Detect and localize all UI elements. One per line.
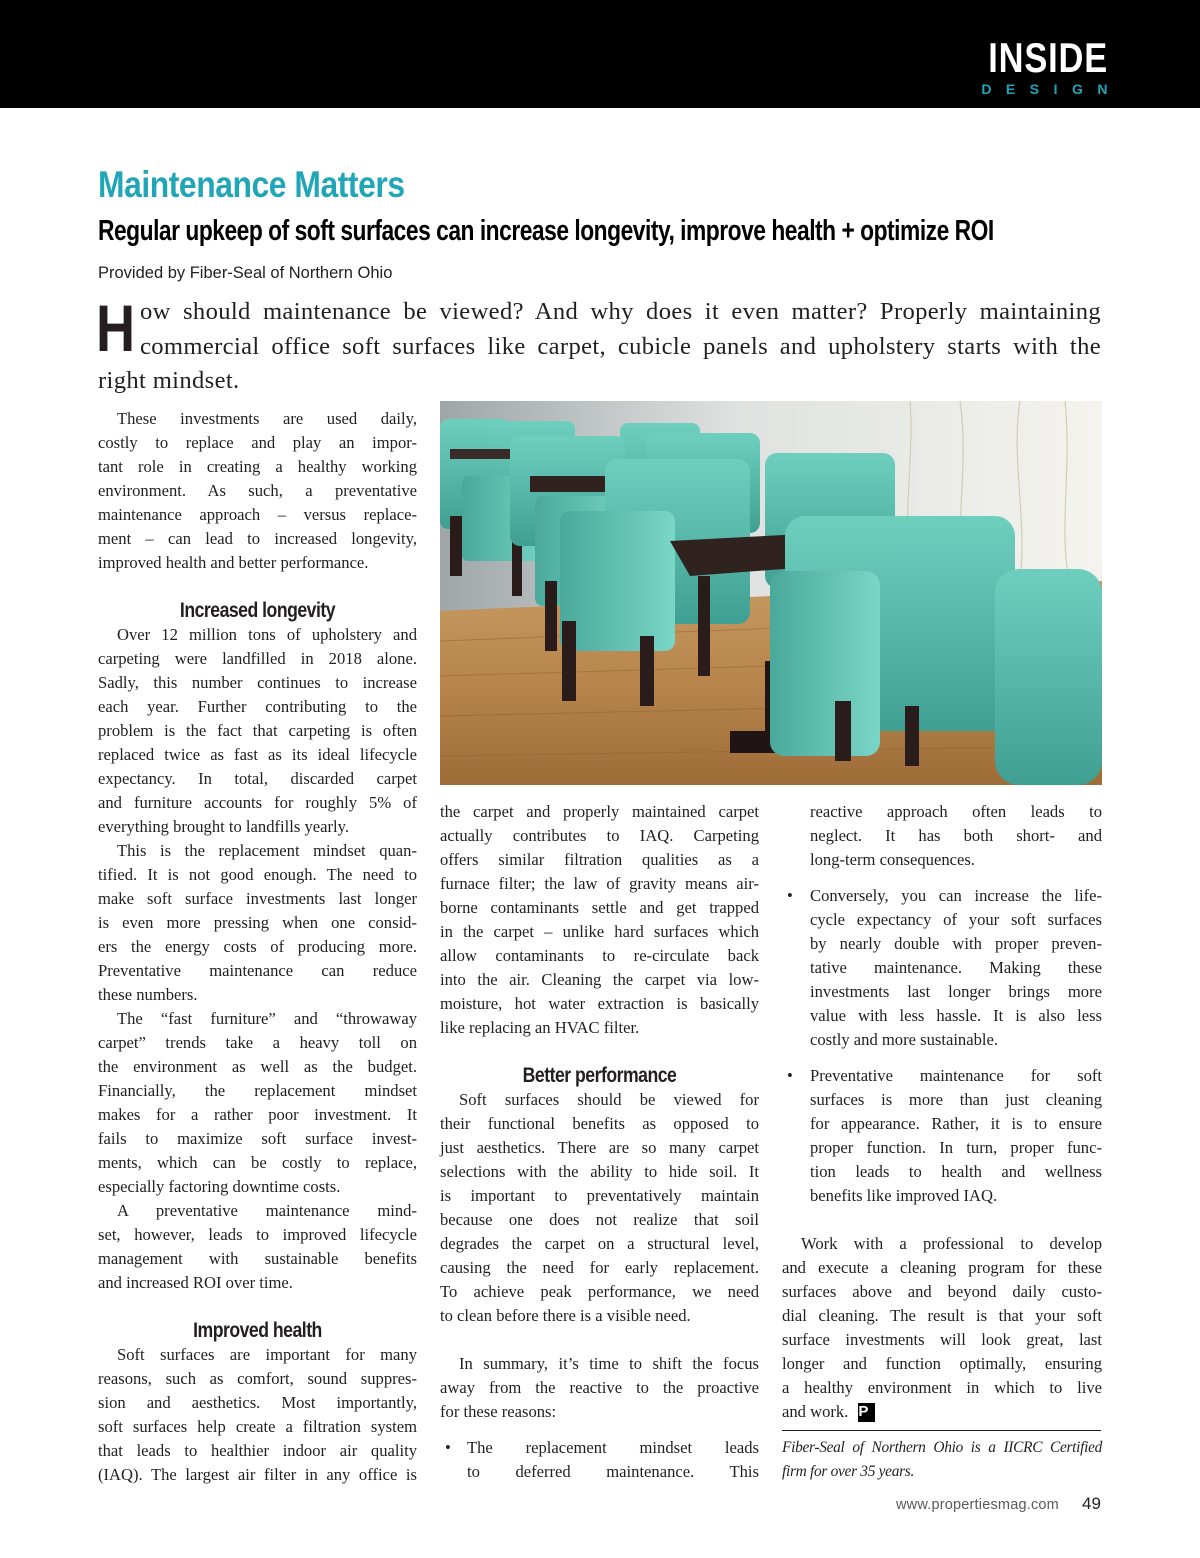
text-line-content: reasons, such as comfort, sound suppres- [98, 1369, 417, 1388]
text-line-content: into the air. Cleaning the carpet via low- [440, 970, 759, 989]
text-line [98, 671, 417, 695]
text-line-content: tion leads to health and wellness [810, 1162, 1102, 1181]
text-line [782, 1328, 1102, 1352]
text-line-content: like replacing an HVAC filter. [440, 1018, 640, 1037]
text-line-content: dial cleaning. The result is that your soft [782, 1306, 1102, 1325]
text-line-content: tant role in creating a healthy working [98, 457, 417, 476]
text-line [782, 1160, 1102, 1184]
text-line-content: costly and more sustainable. [810, 1030, 999, 1049]
text-line-content: allow contaminants to re-circulate back [440, 946, 759, 965]
text-line [440, 1280, 759, 1304]
text-line-content: Work with a professional to develop [801, 1234, 1102, 1253]
text-line [440, 1136, 759, 1160]
text-line-content: tative maintenance. Making these [810, 958, 1102, 977]
text-line [98, 479, 417, 503]
text-line-content: benefits like improved IAQ. [810, 1186, 998, 1205]
text-line [440, 968, 759, 992]
text-line-content: because one does not realize that soil [440, 1210, 759, 1229]
lead-line: right mindset. [98, 367, 240, 394]
note-line: firm for over 35 years. [782, 1463, 915, 1480]
text-line [98, 1415, 417, 1439]
paragraph [98, 1343, 417, 1487]
paragraph [440, 1088, 759, 1328]
text-line-content: and execute a cleaning program for these [782, 1258, 1102, 1277]
text-line [98, 743, 417, 767]
paragraph-closing [782, 1232, 1102, 1424]
text-line-content: and furniture accounts for roughly 5% of [98, 793, 417, 812]
text-line-content: proper function. In turn, proper func- [810, 1138, 1102, 1157]
article-subtitle: Regular upkeep of soft surfaces can increase longevity, improve health + optimize ROI [98, 215, 994, 247]
text-line [98, 1391, 417, 1415]
text-line [98, 1223, 417, 1247]
text-line [782, 1232, 1102, 1256]
lounge-chairs-photo [440, 401, 1102, 785]
text-line-content: surfaces is more than just cleaning [810, 1090, 1102, 1109]
subheading-increased-longevity: Increased longevity [179, 599, 336, 622]
page-number: 49 [1082, 1494, 1101, 1513]
text-line [440, 1304, 759, 1328]
text-line [98, 1199, 417, 1223]
text-line-content: costly to replace and play an impor- [98, 433, 417, 452]
text-line-content: these numbers. [98, 985, 198, 1004]
text-line [440, 848, 759, 872]
footer-url: www.propertiesmag.com [896, 1497, 1059, 1513]
text-line-content: furnace filter; the law of gravity means air- [440, 874, 759, 893]
bullet-mark: • [445, 1438, 451, 1457]
column-1 [98, 407, 417, 1487]
text-line [440, 1184, 759, 1208]
text-line [98, 1343, 417, 1367]
text-line-content: fails to maximize soft surface invest- [98, 1129, 417, 1148]
text-line-content: problem is the fact that carpeting is often [98, 721, 417, 740]
text-line-content: carpet” trends take a heavy toll on [98, 1033, 417, 1052]
lead-paragraph [96, 291, 1101, 399]
text-line-content: causing the need for early replacement. [440, 1258, 759, 1277]
text-line-content: surfaces above and beyond daily custo- [782, 1282, 1102, 1301]
text-line-content: To achieve peak performance, we need [440, 1282, 759, 1301]
text-line [98, 719, 417, 743]
text-line-content: moisture, hot water extraction is basically [440, 994, 759, 1013]
text-line-content: to deferred maintenance. This [467, 1462, 759, 1481]
text-line-content: everything brought to landfills yearly. [98, 817, 349, 836]
text-line [98, 1247, 417, 1271]
text-line [440, 944, 759, 968]
text-line-content: carpeting were landfilled in 2018 alone. [98, 649, 417, 668]
text-line-content: These investments are used daily, [117, 409, 417, 428]
text-line-content: longer and function optimally, ensuring [782, 1354, 1102, 1373]
paragraph [98, 407, 417, 575]
text-line [782, 884, 1102, 908]
text-line [98, 1055, 417, 1079]
section-subtitle: DESIGN [981, 81, 1122, 97]
text-line-content: makes for a rather poor investment. It [98, 1105, 417, 1124]
text-line [98, 407, 417, 431]
paragraph [98, 1199, 417, 1295]
text-line [98, 1367, 417, 1391]
text-line [782, 908, 1102, 932]
text-line [440, 1232, 759, 1256]
text-line [98, 1103, 417, 1127]
text-line [98, 911, 417, 935]
bullet-item [782, 1064, 1102, 1208]
text-line-content: tified. It is not good enough. The need to [98, 865, 417, 884]
text-line-content: a healthy environment in which to live [782, 1378, 1102, 1397]
text-line [98, 1439, 417, 1463]
text-line [440, 1352, 759, 1376]
text-line-content: and increased ROI over time. [98, 1273, 293, 1292]
text-line-content: improved health and better performance. [98, 553, 369, 572]
text-line-content: neglect. It has both short- and [810, 826, 1102, 845]
text-line [782, 1064, 1102, 1088]
text-line-content: for appearance. Rather, it is to ensure [810, 1114, 1102, 1133]
bullet-item [440, 1436, 759, 1484]
text-line-content: selections with the ability to hide soil. It [440, 1162, 759, 1181]
text-line [440, 1160, 759, 1184]
bullet-text [782, 1064, 1102, 1208]
text-line-content: away from the reactive to the proactive [440, 1378, 759, 1397]
text-line-content: soft surfaces help create a filtration system [98, 1417, 417, 1436]
text-line [98, 1463, 417, 1487]
column-2 [440, 800, 759, 1484]
article-byline: Provided by Fiber-Seal of Northern Ohio [98, 264, 393, 282]
text-line-content: cycle expectancy of your soft surfaces [810, 910, 1102, 929]
bullet-text [782, 800, 1102, 872]
text-line [782, 1376, 1102, 1400]
text-line [782, 1004, 1102, 1028]
text-line [98, 551, 417, 575]
subheading-improved-health: Improved health [193, 1319, 322, 1342]
text-line [440, 824, 759, 848]
text-line [782, 1136, 1102, 1160]
text-line-content: Soft surfaces are important for many [117, 1345, 417, 1364]
header-bar [0, 0, 1200, 108]
text-line-content: to clean before there is a visible need. [440, 1306, 691, 1325]
text-line-content: surface investments will look great, last [782, 1330, 1102, 1349]
text-line-content: management with sustainable benefits [98, 1249, 417, 1268]
text-line [782, 848, 1102, 872]
text-line [98, 1151, 417, 1175]
text-line-content: expectancy. In total, discarded carpet [98, 769, 417, 788]
column-3 [782, 800, 1102, 1424]
text-line [440, 1460, 759, 1484]
text-line-content: long-term consequences. [810, 850, 975, 869]
text-line [98, 527, 417, 551]
text-line [440, 1400, 759, 1424]
bullet-item-continued [782, 800, 1102, 872]
text-line-content: ments, which can be costly to replace, [98, 1153, 417, 1172]
text-line [98, 1007, 417, 1031]
text-line-content: make soft surface investments last longer [98, 889, 417, 908]
text-line [782, 1088, 1102, 1112]
text-line [98, 647, 417, 671]
text-line-content: maintenance approach – versus replace- [98, 505, 417, 524]
text-line [98, 791, 417, 815]
text-line [98, 983, 417, 1007]
text-line [440, 1376, 759, 1400]
text-line [782, 980, 1102, 1004]
text-line-content: environment. As such, a preventative [98, 481, 417, 500]
text-line-content: the carpet and properly maintained carpet [440, 802, 759, 821]
text-line-content: degrades the carpet on a structural level, [440, 1234, 759, 1253]
text-line [98, 503, 417, 527]
paragraph [440, 800, 759, 1040]
text-line [782, 1256, 1102, 1280]
text-line-content: and work. [782, 1402, 849, 1421]
text-line-content: in the carpet – unlike hard surfaces which [440, 922, 759, 941]
text-line [782, 800, 1102, 824]
text-line-content: that leads to healthier indoor air quality [98, 1441, 417, 1460]
text-line-content: their functional benefits as opposed to [440, 1114, 759, 1133]
text-line [440, 1208, 759, 1232]
paragraph [98, 839, 417, 1007]
text-line [782, 824, 1102, 848]
text-line-content: ment – can lead to increased longevity, [98, 529, 417, 548]
text-line-content: the environment as well as the budget. [98, 1057, 417, 1076]
text-line-content: just aesthetics. There are so many carpet [440, 1138, 759, 1157]
bullet-mark: • [787, 1066, 793, 1085]
text-line [98, 623, 417, 647]
text-line-content: The replacement mindset leads [467, 1438, 759, 1457]
text-line [98, 935, 417, 959]
text-line-content: each year. Further contributing to the [98, 697, 417, 716]
end-mark-icon: P [858, 1403, 875, 1422]
text-line [440, 992, 759, 1016]
text-line [782, 1280, 1102, 1304]
text-line [98, 695, 417, 719]
text-line-content: This is the replacement mindset quan- [117, 841, 417, 860]
text-line-content: In summary, it’s time to shift the focus [459, 1354, 759, 1373]
bullet-text [440, 1436, 759, 1484]
text-line-content: Soft surfaces should be viewed for [459, 1090, 759, 1109]
bullet-text [782, 884, 1102, 1052]
text-line [98, 839, 417, 863]
text-line [98, 1079, 417, 1103]
text-line [440, 800, 759, 824]
text-line [98, 887, 417, 911]
text-line-content: The “fast furniture” and “throwaway [117, 1009, 417, 1028]
lead-line: commercial office soft surfaces like carpet, cubicle panels and upholstery starts with the [140, 332, 1101, 360]
text-line-content: offers similar filtration qualities as a [440, 850, 759, 869]
text-line [440, 920, 759, 944]
article-title: Maintenance Matters [98, 164, 405, 205]
text-line [98, 815, 417, 839]
text-line-content: reactive approach often leads to [810, 802, 1102, 821]
text-line-content: set, however, leads to improved lifecycle [98, 1225, 417, 1244]
text-line [98, 1031, 417, 1055]
text-line [98, 455, 417, 479]
text-line-content: Over 12 million tons of upholstery and [117, 625, 417, 644]
bullet-mark: • [787, 886, 793, 905]
text-line [440, 896, 759, 920]
text-line-content: is even more pressing when one consid- [98, 913, 417, 932]
text-line-content: is important to preventatively maintain [440, 1186, 759, 1205]
text-line-content: Preventative maintenance can reduce [98, 961, 417, 980]
bullet-item [782, 884, 1102, 1052]
text-line [98, 1175, 417, 1199]
text-line [440, 1016, 759, 1040]
text-line [440, 872, 759, 896]
drop-cap: H [96, 291, 136, 365]
author-note [782, 1436, 1102, 1484]
paragraph [98, 623, 417, 839]
text-line [782, 1400, 1102, 1424]
text-line-content: Sadly, this number continues to increase [98, 673, 417, 692]
subheading-better-performance: Better performance [522, 1064, 677, 1087]
text-line-content: Conversely, you can increase the life- [810, 886, 1102, 905]
text-line-content: ers the energy costs of producing more. [98, 937, 417, 956]
text-line-content: replaced twice as fast as its ideal lifecycle [98, 745, 417, 764]
text-line [98, 959, 417, 983]
text-line-content: by nearly double with proper preven- [810, 934, 1102, 953]
text-line [782, 956, 1102, 980]
note-divider [782, 1430, 1101, 1431]
text-line [98, 1271, 417, 1295]
text-line-content: (IAQ). The largest air filter in any office is [98, 1465, 417, 1484]
text-line-content: borne contaminants settle and get trapped [440, 898, 759, 917]
note-line: Fiber-Seal of Northern Ohio is a IICRC Certified [782, 1439, 1102, 1456]
text-line [782, 932, 1102, 956]
text-line [782, 1304, 1102, 1328]
text-line-content: A preventative maintenance mind- [117, 1201, 417, 1220]
lead-line: ow should maintenance be viewed? And why does it even matter? Properly maintaining [140, 298, 1101, 325]
text-line [98, 431, 417, 455]
text-line-content: actually contributes to IAQ. Carpeting [440, 826, 759, 845]
text-line-content: sion and aesthetics. Most importantly, [98, 1393, 417, 1412]
text-line [782, 1184, 1102, 1208]
text-line-content: for these reasons: [440, 1402, 557, 1421]
section-title: INSIDE [988, 34, 1108, 81]
text-line-content: especially factoring downtime costs. [98, 1177, 341, 1196]
text-line [782, 1352, 1102, 1376]
text-line [98, 863, 417, 887]
text-line [98, 767, 417, 791]
text-line [440, 1088, 759, 1112]
text-line [440, 1256, 759, 1280]
text-line [782, 1028, 1102, 1052]
text-line-content: value with less hassle. It is also less [810, 1006, 1102, 1025]
text-line [440, 1436, 759, 1460]
text-line [440, 1112, 759, 1136]
text-line [98, 1127, 417, 1151]
text-line-content: Preventative maintenance for soft [810, 1066, 1102, 1085]
paragraph [98, 1007, 417, 1199]
paragraph [440, 1352, 759, 1424]
text-line-content: investments last longer brings more [810, 982, 1102, 1001]
text-line [782, 1112, 1102, 1136]
text-line-content: Financially, the replacement mindset [98, 1081, 417, 1100]
